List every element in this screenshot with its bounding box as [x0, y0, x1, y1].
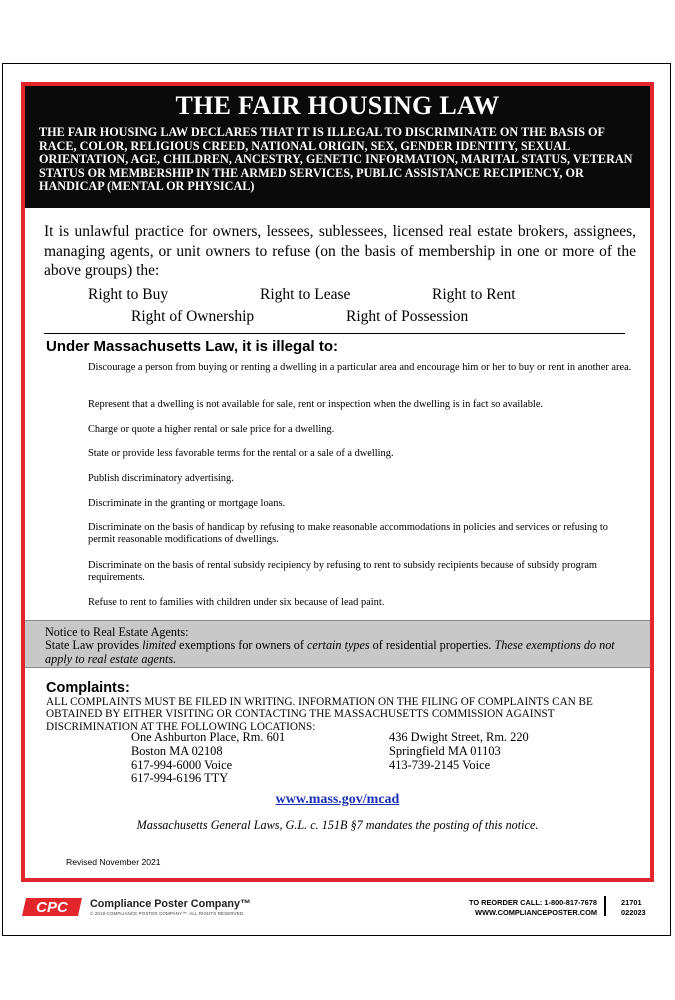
reorder-info [469, 898, 597, 918]
company-name: Compliance Poster Company™ [90, 898, 251, 910]
logo-text: CPC [36, 899, 68, 916]
right-of-possession: Right of Possession [346, 308, 469, 325]
notice-text-part: certain types [307, 638, 370, 652]
revision-code: 022023 [621, 908, 646, 917]
notice-heading: Notice to Real Estate Agents: [45, 625, 189, 639]
rights-row-1 [0, 286, 675, 306]
cpc-logo-icon [20, 896, 86, 918]
section-divider [44, 333, 625, 334]
address-line: 617-994-6000 Voice [131, 757, 233, 772]
address-line: Boston MA 02108 [131, 743, 223, 758]
notice-text [45, 639, 632, 666]
mgl-notice: Massachusetts General Laws, G.L. c. 151B §7 mandates the posting of this notice. [136, 818, 539, 832]
mass-law-heading: Under Massachusetts Law, it is illegal to: [46, 338, 339, 355]
notice-text-part: limited [142, 638, 176, 652]
poster-code: 21701 [621, 898, 642, 907]
revised-date: Revised November 2021 [66, 857, 161, 867]
poster-codes [621, 898, 646, 918]
mcad-link[interactable]: www.mass.gov/mcad [275, 792, 400, 807]
illegal-item: Discourage a person from buying or renting a dwelling in a particular area and encourage him or her to buy or rent in another area. [88, 362, 632, 373]
illegal-item: Discriminate in the granting or mortgage loans. [88, 498, 286, 509]
address-line: 617-994-6196 TTY [131, 771, 229, 786]
right-to-rent: Right to Rent [432, 286, 516, 303]
illegal-item: State or provide less favorable terms for the rental or a sale of a dwelling. [88, 448, 394, 459]
header-banner [25, 86, 650, 208]
address-line: 436 Dwight Street, Rm. 220 [389, 730, 529, 744]
boston-address [131, 731, 285, 786]
illegal-item: Publish discriminatory advertising. [88, 473, 234, 484]
address-line: One Ashburton Place, Rm. 601 [131, 730, 286, 744]
copyright: © 2019 COMPLIANCE POSTER COMPANY™. ALL RIGHTS RESERVED. [90, 911, 245, 916]
complaints-text: ALL COMPLAINTS MUST BE FILED IN WRITING. INFORMATION ON THE FILING OF COMPLAINTS CAN BE OBTAINED BY EITHER VISITING OR CONTACTING THE MASSACHUSETTS COMMISSION AGAINST DISCRIMINATION AT THE FOLLOWING LOCATIONS: [46, 696, 593, 733]
illegal-item: Represent that a dwelling is not available for sale, rent or inspection when the dwelling is in fact so available. [88, 399, 544, 410]
notice-box [25, 620, 650, 668]
complaints-heading: Complaints: [46, 680, 130, 696]
notice-text-part: of residential properties. [369, 638, 495, 652]
address-line: Springfield MA 01103 [389, 743, 501, 758]
illegal-item: Discriminate on the basis of handicap by refusing to make reasonable accommodations in policies and services or refusing to permit reasonable modifications of dwellings. [88, 522, 608, 545]
notice-text-part: State Law provides [45, 638, 143, 652]
illegal-item: Refuse to rent to families with children under six because of lead paint. [88, 597, 385, 608]
intro-paragraph: It is unlawful practice for owners, lessees, sublessees, licensed real estate brokers, assignees, managing agents, or unit owners to refuse (on the basis of membership in one or more of the above groups) the: [44, 223, 636, 279]
reorder-phone: TO REORDER CALL: 1-800-817-7678 [468, 898, 597, 907]
illegal-item: Discriminate on the basis of rental subsidy recipiency by refusing to rent to subsidy recipients because of subsidy program requirements. [88, 560, 598, 583]
right-to-lease: Right to Lease [260, 286, 351, 303]
notice-text-part: These exemptions do not apply to real estate agents. [45, 638, 615, 666]
address-line: 413-739-2145 Voice [389, 757, 491, 772]
footer-separator [604, 896, 606, 916]
right-to-buy: Right to Buy [88, 286, 169, 303]
header-subtitle: THE FAIR HOUSING LAW DECLARES THAT IT IS ILLEGAL TO DISCRIMINATE ON THE BASIS OF RACE, COLOR, RELIGIOUS CREED, NATIONAL ORIGIN, SEX, GENDER IDENTITY, SEXUAL ORIENTATION, AGE, CHILDREN, ANCESTRY, GENETIC INFORMATION, MARITAL STATUS, VETERAN STATUS OR MEMBERSHIP IN THE ARMED SERVICES, PUBLIC ASSISTANCE RECIPIENCY, OR HANDICAP (MENTAL OR PHYSICAL) [39, 125, 633, 194]
springfield-address [389, 731, 529, 772]
page-title: THE FAIR HOUSING LAW [175, 91, 500, 120]
right-of-ownership: Right of Ownership [131, 308, 255, 325]
notice-text-part: exemptions for owners of [176, 638, 307, 652]
illegal-item: Charge or quote a higher rental or sale price for a dwelling. [88, 424, 335, 435]
reorder-website: WWW.COMPLIANCEPOSTER.COM [475, 908, 597, 917]
rights-row-2 [0, 308, 675, 328]
